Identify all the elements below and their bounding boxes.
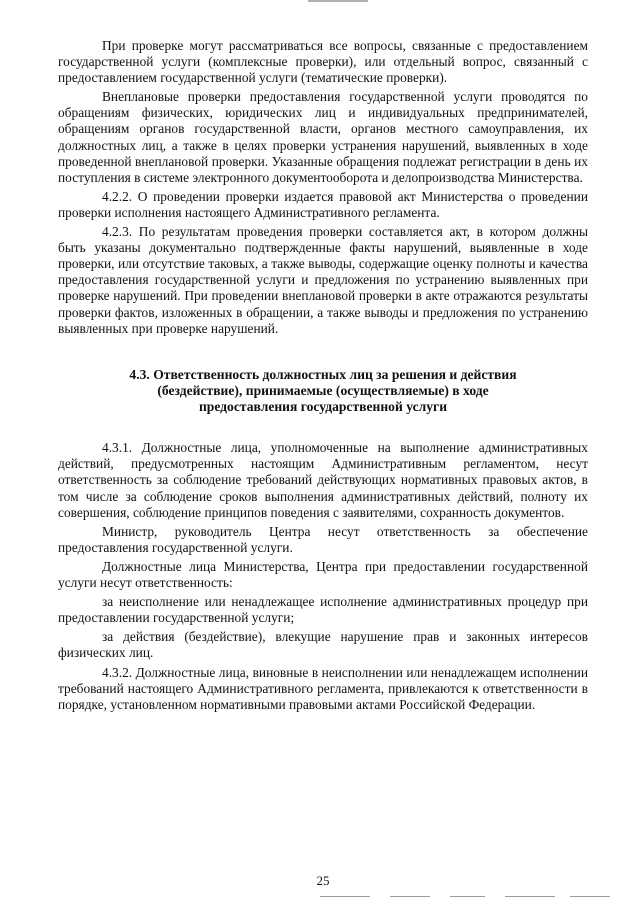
- document-body: [58, 38, 588, 713]
- paragraph-4-2-3: 4.2.3. По результатам проведения проверки составляется акт, в котором должны быть указаны документально подтвержденные факты нарушений, выявленные в ходе проверки, или отсутствие таковых, а также выводы, содержащие оценку полноты и качества предоставления государственной услуги и предложения по устранению выявленных при проверке нарушений. При проведении внеплановой проверки в акте отражаются результаты проверки фактов, изложенных в обращении, а также выводы и предложения по устранению выявленных при проверке нарушений.: [58, 224, 588, 336]
- paragraph-4-2-2: 4.2.2. О проведении проверки издается правовой акт Министерства о проведении проверки исполнения настоящего Административного регламента.: [58, 188, 588, 220]
- section-heading-4-3: [58, 367, 588, 416]
- paragraph-check-scope: При проверке могут рассматриваться все вопросы, связанные с предоставлением государственной услуги (комплексные проверки), или отдельный вопрос, связанный с предоставлением государственной услуги (тематические проверки).: [58, 38, 588, 86]
- paragraph-4-3-2: 4.3.2. Должностные лица, виновные в неисполнении или ненадлежащем исполнении требований настоящего Административного регламента, привлекаются к ответственности в порядке, установленном нормативными правовыми актами Российской Федерации.: [58, 664, 588, 712]
- paragraph-actions-inaction: за действия (бездействие), влекущие нарушение прав и законных интересов физических лиц.: [58, 629, 588, 661]
- paragraph-unscheduled-checks: Внеплановые проверки предоставления государственной услуги проводятся по обращениям физических, юридических лиц и индивидуальных предпринимателей, обращениям органов государственной власти, органов местного самоуправления, их должностных лиц, а также в целях проверки устранения нарушений, выявленных в ходе проведенной внеплановой проверки. Указанные обращения подлежат регистрации в день их поступления в системе электронного документооборота и делопроизводства Министерства.: [58, 89, 588, 185]
- heading-line-2: (бездействие), принимаемые (осуществляемые) в ходе: [157, 382, 489, 398]
- paragraph-4-3-1: 4.3.1. Должностные лица, уполномоченные на выполнение административных действий, предусмотренных настоящим Административным регламентом, несут ответственность за соблюдение требований действующих нормативных правовых актов, в том числе за соблюдение сроков выполнения административных действий, полноту их совершения, соблюдение принципов поведения с заявителями, сохранность документов.: [58, 440, 588, 520]
- paragraph-minister-responsibility: Министр, руководитель Центра несут ответственность за обеспечение предоставления государственной услуги.: [58, 523, 588, 555]
- document-page: [58, 0, 588, 905]
- page-number: 25: [316, 873, 330, 888]
- heading-line-3: предоставления государственной услуги: [198, 399, 448, 415]
- scan-bottom-marks: [320, 896, 620, 899]
- paragraph-nonperformance: за неисполнение или ненадлежащее исполнение административных процедур при предоставлении государственной услуги;: [58, 594, 588, 626]
- paragraph-officials-responsibility: Должностные лица Министерства, Центра при предоставлении государственной услуги несут ответственность:: [58, 558, 588, 591]
- heading-line-1: 4.3. Ответственность должностных лиц за решения и действия: [129, 366, 517, 382]
- scan-edge-mark: [308, 0, 368, 2]
